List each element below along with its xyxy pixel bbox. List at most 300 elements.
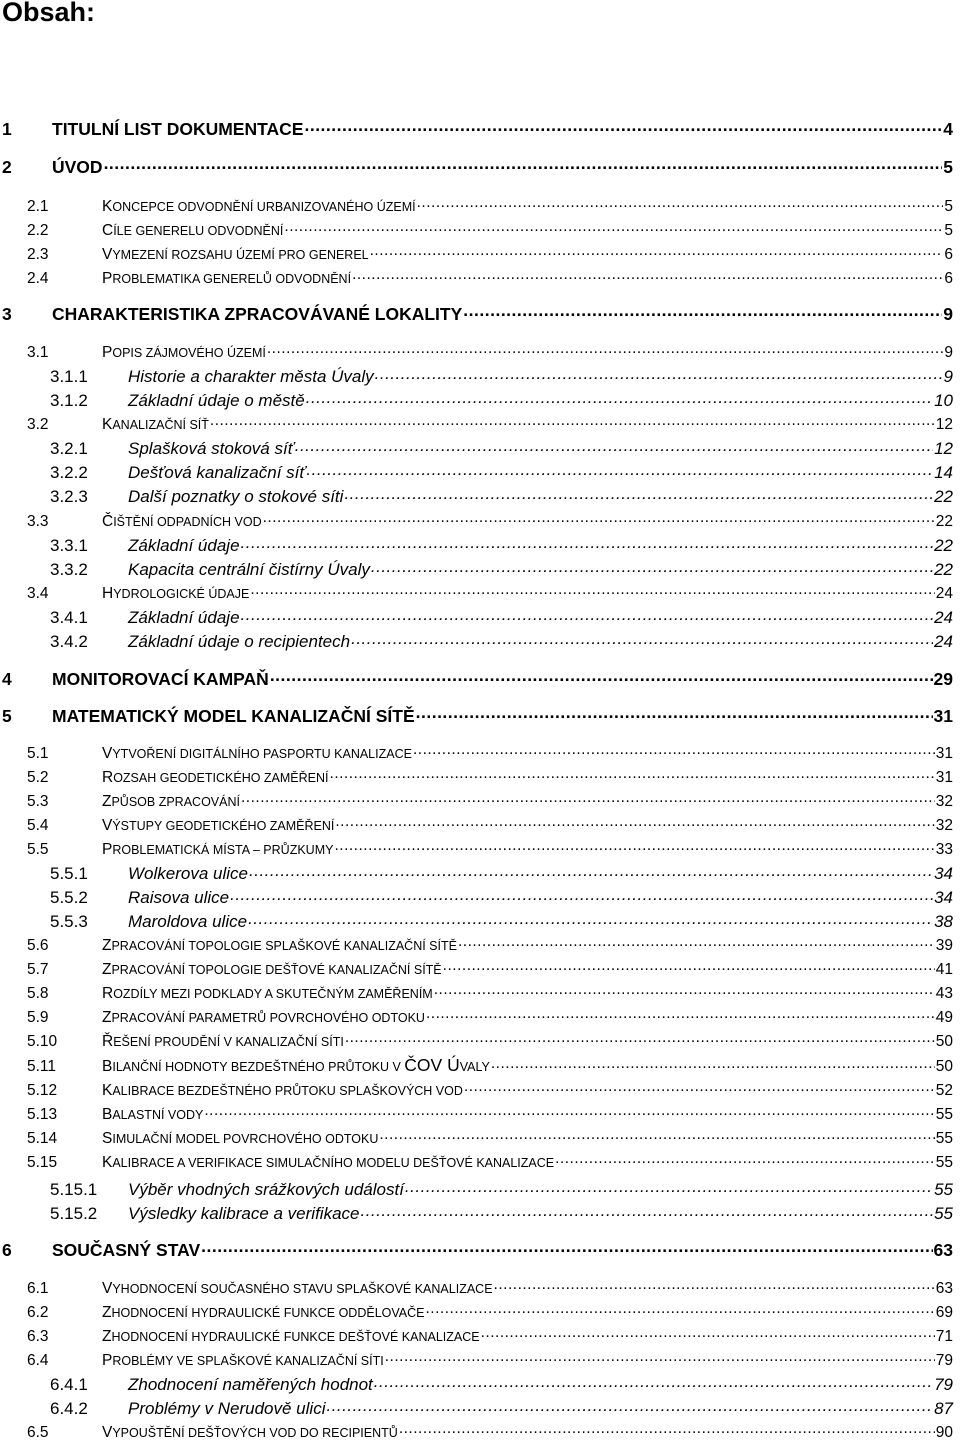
toc-entry-number: 5.2 bbox=[27, 768, 49, 786]
toc-entry-number: 5.5.2 bbox=[50, 888, 88, 908]
toc-entry-title bbox=[102, 818, 334, 834]
toc-entry[interactable] bbox=[27, 512, 953, 529]
toc-entry[interactable] bbox=[27, 269, 953, 286]
toc-entry-title bbox=[102, 794, 240, 810]
toc-entry-title bbox=[102, 962, 442, 978]
toc-entry-page-number: 34 bbox=[934, 888, 953, 908]
toc-entry-title-initial: Z bbox=[102, 1008, 112, 1026]
toc-dot-leader bbox=[270, 669, 933, 685]
toc-entry[interactable] bbox=[50, 864, 953, 882]
toc-entry-page-number: 6 bbox=[944, 269, 953, 287]
toc-entry-title bbox=[102, 1155, 554, 1171]
toc-entry-title: Základní údaje bbox=[128, 536, 240, 556]
toc-entry[interactable] bbox=[50, 1180, 953, 1198]
toc-entry-title-rest: YTVOŘENÍ DIGITÁLNÍHO PASPORTU KANALIZACE bbox=[112, 746, 412, 761]
toc-entry-title bbox=[102, 1057, 490, 1075]
toc-entry-number: 5.15 bbox=[27, 1153, 58, 1171]
toc-entry-title-initial: K bbox=[102, 197, 113, 215]
toc-entry-title-rest: HODNOCENÍ HYDRAULICKÉ FUNKCE ODDĚLOVAČE bbox=[111, 1305, 425, 1320]
toc-dot-leader bbox=[241, 792, 935, 806]
toc-entry-title-rest: ROBLÉMY VE SPLAŠKOVÉ KANALIZAČNÍ SÍTI bbox=[112, 1353, 384, 1368]
toc-entry-page-number: 71 bbox=[935, 1327, 953, 1345]
toc-entry[interactable] bbox=[27, 816, 953, 833]
toc-entry-title bbox=[102, 770, 329, 786]
toc-entry-title bbox=[102, 1281, 493, 1297]
toc-entry-title-initial: Z bbox=[102, 960, 112, 978]
toc-entry-number: 5.4 bbox=[27, 816, 49, 834]
toc-entry-title: Zhodnocení naměřených hodnot bbox=[128, 1375, 373, 1395]
toc-entry-title-rest: PRACOVÁNÍ PARAMETRŮ POVRCHOVÉHO ODTOKU bbox=[111, 1010, 425, 1025]
toc-dot-leader bbox=[370, 245, 944, 259]
toc-entry-title-rest: OZDÍLY MEZI PODKLADY A SKUTEČNÝM ZAMĚŘENÍM bbox=[113, 986, 433, 1001]
toc-entry-title bbox=[102, 1305, 424, 1321]
toc-entry-number: 6.3 bbox=[27, 1327, 49, 1345]
toc-entry-page-number: 12 bbox=[934, 439, 953, 459]
toc-entry-number: 3.2.2 bbox=[50, 463, 88, 483]
toc-entry[interactable] bbox=[50, 1204, 953, 1222]
toc-entry-title-initial: Ř bbox=[102, 1032, 114, 1050]
toc-entry-page-number: 50 bbox=[935, 1058, 953, 1075]
toc-entry-title-rest: ALASTNÍ VODY bbox=[112, 1107, 204, 1122]
toc-entry[interactable] bbox=[50, 367, 953, 385]
toc-entry-page-number: 55 bbox=[934, 1204, 953, 1224]
toc-dot-leader bbox=[335, 816, 934, 830]
toc-entry[interactable] bbox=[27, 1032, 953, 1049]
toc-dot-leader bbox=[248, 912, 933, 927]
toc-entry-title: Wolkerova ulice bbox=[128, 864, 248, 884]
toc-entry-title-initial: K bbox=[102, 1153, 113, 1171]
toc-entry-title bbox=[102, 938, 457, 954]
toc-entry-title bbox=[102, 746, 412, 762]
toc-entry[interactable] bbox=[27, 1279, 953, 1296]
toc-entry-number: 6.5 bbox=[27, 1423, 49, 1441]
toc-entry-number: 2 bbox=[2, 156, 12, 177]
toc-entry[interactable] bbox=[27, 221, 953, 238]
toc-entry-page-number: 22 bbox=[935, 512, 953, 530]
toc-entry-number: 3.3.1 bbox=[50, 536, 88, 556]
toc-entry-title bbox=[102, 1353, 384, 1369]
toc-entry-title-rest: ALIBRACE BEZDEŠTNÉHO PRŮTOKU SPLAŠKOVÝCH VOD bbox=[112, 1083, 463, 1098]
toc-entry-title bbox=[102, 514, 262, 530]
toc-entry[interactable] bbox=[50, 487, 953, 505]
toc-dot-leader bbox=[463, 304, 942, 320]
toc-entry-title-initial: R bbox=[102, 768, 114, 786]
toc-dot-leader bbox=[249, 864, 933, 879]
toc-entry-page-number: 55 bbox=[935, 1129, 953, 1147]
toc-entry-page-number: 32 bbox=[935, 816, 953, 834]
toc-entry-title-rest: OZSAH GEODETICKÉHO ZAMĚŘENÍ bbox=[113, 770, 329, 785]
toc-entry-page-number: 14 bbox=[934, 463, 953, 483]
toc-entry-number: 3.4.1 bbox=[50, 608, 88, 628]
toc-dot-leader bbox=[344, 487, 933, 502]
toc-entry[interactable] bbox=[50, 391, 953, 409]
toc-entry-number: 5.14 bbox=[27, 1129, 58, 1147]
toc-dot-leader bbox=[284, 221, 943, 235]
toc-dot-leader bbox=[443, 960, 935, 974]
toc-entry-title-initial: B bbox=[102, 1105, 113, 1123]
toc-entry-page-number: 10 bbox=[934, 391, 953, 411]
toc-entry-title-rest: YHODNOCENÍ SOUČASNÉHO STAVU SPLAŠKOVÉ KANALIZACE bbox=[112, 1281, 493, 1296]
toc-entry[interactable] bbox=[50, 632, 953, 650]
toc-entry-page-number: 9 bbox=[944, 343, 953, 361]
toc-entry-number: 3.1 bbox=[27, 343, 49, 361]
toc-entry-title bbox=[102, 247, 369, 263]
toc-entry-title-rest: ONCEPCE ODVODNĚNÍ URBANIZOVANÉHO ÚZEMÍ bbox=[112, 199, 416, 214]
toc-entry-number: 5.10 bbox=[27, 1032, 58, 1050]
toc-entry-page-number: 22 bbox=[934, 536, 953, 556]
toc-entry-page-number: 55 bbox=[935, 1153, 953, 1171]
toc-entry-number: 5.15.2 bbox=[50, 1204, 98, 1224]
toc-entry-title bbox=[102, 223, 283, 239]
toc-entry-title-rest: ILANČNÍ HODNOTY BEZDEŠTNÉHO PRŮTOKU V bbox=[112, 1060, 405, 1074]
toc-entry-page-number: 31 bbox=[935, 768, 953, 786]
toc-dot-leader bbox=[330, 768, 935, 782]
toc-entry-number: 2.4 bbox=[27, 269, 49, 287]
toc-entry-title-initial: Z bbox=[102, 1303, 112, 1321]
toc-entry-title: Maroldova ulice bbox=[128, 912, 248, 932]
toc-dot-leader bbox=[306, 391, 933, 406]
toc-entry[interactable] bbox=[2, 706, 953, 725]
toc-entry-title-initial: C bbox=[102, 221, 114, 239]
toc-entry-title-initial: Z bbox=[102, 1327, 112, 1345]
toc-entry-number: 6 bbox=[2, 1239, 12, 1260]
toc-entry[interactable] bbox=[50, 912, 953, 930]
toc-entry[interactable] bbox=[27, 1153, 953, 1170]
toc-entry[interactable] bbox=[2, 669, 953, 688]
toc-entry-title-initial: K bbox=[102, 415, 113, 433]
toc-entry-page-number: 9 bbox=[943, 303, 953, 324]
toc-entry-page-number: 5 bbox=[943, 156, 953, 177]
toc-entry-title: TITULNÍ LIST DOKUMENTACE bbox=[52, 118, 304, 139]
toc-entry[interactable] bbox=[27, 768, 953, 785]
toc-entry-number: 6.4.2 bbox=[50, 1399, 88, 1419]
toc-entry-page-number: 6 bbox=[944, 245, 953, 263]
toc-entry-title-initial: V bbox=[102, 1423, 113, 1441]
toc-dot-leader bbox=[375, 367, 943, 382]
toc-entry-page-number: 39 bbox=[935, 936, 953, 954]
toc-entry-page-number: 31 bbox=[935, 744, 953, 762]
toc-dot-leader bbox=[360, 1204, 933, 1219]
toc-entry-number: 2.3 bbox=[27, 245, 49, 263]
toc-dot-leader bbox=[494, 1279, 935, 1293]
toc-entry-number: 5.8 bbox=[27, 984, 49, 1002]
toc-entry-title-initial: V bbox=[102, 245, 113, 263]
toc-entry-number: 1 bbox=[2, 118, 12, 139]
toc-entry-title-rest: YDROLOGICKÉ ÚDAJE bbox=[113, 586, 250, 601]
toc-entry[interactable] bbox=[27, 984, 953, 1001]
toc-entry[interactable] bbox=[50, 1375, 953, 1393]
toc-entry[interactable] bbox=[2, 157, 953, 176]
toc-entry-title-rest: ROBLEMATIKA GENERELŮ ODVODNĚNÍ bbox=[112, 271, 352, 286]
toc-entry-title-initial: H bbox=[102, 584, 114, 602]
toc-entry-title bbox=[102, 199, 416, 215]
toc-dot-leader bbox=[326, 1399, 933, 1414]
toc-entry-page-number: 50 bbox=[935, 1032, 953, 1050]
toc-entry-title-rest: PRACOVÁNÍ TOPOLOGIE SPLAŠKOVÉ KANALIZAČNÍ SÍTĚ bbox=[111, 938, 457, 953]
toc-entry-page-number: 55 bbox=[934, 1180, 953, 1200]
toc-entry-title bbox=[102, 345, 266, 361]
toc-entry[interactable] bbox=[50, 1399, 953, 1417]
toc-entry-title-rest: ÍLE GENERELU ODVODNĚNÍ bbox=[113, 223, 284, 238]
toc-entry[interactable] bbox=[50, 439, 953, 457]
toc-dot-leader bbox=[417, 197, 944, 211]
toc-dot-leader bbox=[464, 1081, 935, 1095]
toc-dot-leader bbox=[405, 1180, 933, 1195]
toc-dot-leader bbox=[250, 584, 934, 598]
toc-entry-number: 3.3.2 bbox=[50, 560, 88, 580]
toc-entry-number: 5.1 bbox=[27, 744, 49, 762]
toc-entry[interactable] bbox=[27, 1008, 953, 1025]
toc-entry-title-initial: Z bbox=[102, 936, 112, 954]
toc-entry-page-number: 32 bbox=[935, 792, 953, 810]
toc-dot-leader bbox=[345, 1032, 935, 1046]
toc-entry-title: ÚVOD bbox=[52, 156, 103, 177]
toc-dot-leader bbox=[352, 269, 943, 283]
toc-entry-title-rest: ÝSTUPY GEODETICKÉHO ZAMĚŘENÍ bbox=[112, 818, 335, 833]
toc-entry-title-rest: ANALIZAČNÍ SÍŤ bbox=[112, 417, 209, 432]
toc-entry-title-initial: R bbox=[102, 984, 114, 1002]
toc-entry-title bbox=[102, 586, 249, 602]
toc-entry-number: 2.2 bbox=[27, 221, 49, 239]
toc-dot-leader bbox=[210, 415, 935, 429]
toc-entry-title bbox=[102, 417, 209, 433]
toc-entry[interactable] bbox=[27, 1081, 953, 1098]
toc-entry-title: Splašková stoková síť bbox=[128, 439, 294, 459]
toc-entry-title bbox=[102, 986, 433, 1002]
toc-entry-page-number: 41 bbox=[935, 960, 953, 978]
toc-entry[interactable] bbox=[27, 1105, 953, 1122]
toc-entry-number: 3.2.1 bbox=[50, 439, 88, 459]
toc-entry-page-number: 63 bbox=[933, 1239, 953, 1260]
toc-entry-title-rest: VALY bbox=[459, 1060, 490, 1074]
toc-dot-leader bbox=[425, 1303, 934, 1317]
toc-dot-leader bbox=[201, 1240, 932, 1256]
toc-dot-leader bbox=[267, 343, 944, 357]
toc-entry-page-number: 79 bbox=[934, 1375, 953, 1395]
toc-entry-page-number: 43 bbox=[935, 984, 953, 1002]
toc-entry-page-number: 31 bbox=[933, 705, 953, 726]
toc-entry-title-rest: HODNOCENÍ HYDRAULICKÉ FUNKCE DEŠŤOVÉ KANALIZACE bbox=[111, 1329, 480, 1344]
toc-entry-title: Základní údaje o městě bbox=[128, 391, 305, 411]
toc-entry[interactable] bbox=[2, 304, 953, 323]
toc-dot-leader bbox=[351, 632, 933, 647]
toc-entry-number: 5.7 bbox=[27, 960, 49, 978]
toc-entry-number: 5.12 bbox=[27, 1081, 58, 1099]
toc-entry-title bbox=[102, 842, 333, 858]
toc-entry-title: Výběr vhodných srážkových událostí bbox=[128, 1180, 404, 1200]
toc-entry-number: 3.1.2 bbox=[50, 391, 88, 411]
toc-entry-number: 5.5.3 bbox=[50, 912, 88, 932]
toc-entry[interactable] bbox=[27, 415, 953, 432]
toc-dot-leader bbox=[371, 560, 933, 575]
toc-entry-title-initial: Č bbox=[102, 512, 114, 530]
toc-entry[interactable] bbox=[50, 888, 953, 906]
toc-dot-leader bbox=[241, 536, 934, 551]
toc-entry-page-number: 4 bbox=[943, 118, 953, 139]
toc-entry-number: 3.3 bbox=[27, 512, 49, 530]
toc-entry-title-rest: YMEZENÍ ROZSAHU ÚZEMÍ PRO GENEREL bbox=[112, 247, 369, 262]
toc-entry-title bbox=[102, 1131, 378, 1147]
toc-entry-title bbox=[102, 1034, 344, 1050]
toc-dot-leader bbox=[385, 1351, 935, 1365]
toc-entry-title: MONITOROVACÍ KAMPAŇ bbox=[52, 668, 269, 689]
toc-entry[interactable] bbox=[2, 119, 953, 138]
toc-entry-number: 5 bbox=[2, 705, 12, 726]
toc-entry-title-initial: Z bbox=[102, 792, 112, 810]
toc-entry-title: Raisova ulice bbox=[128, 888, 230, 908]
toc-dot-leader bbox=[204, 1105, 934, 1119]
toc-entry-title-initial: K bbox=[102, 1081, 113, 1099]
toc-entry-page-number: 69 bbox=[935, 1303, 953, 1321]
toc-entry[interactable] bbox=[27, 197, 953, 214]
toc-entry-title-rest: EŠENÍ PROUDĚNÍ V KANALIZAČNÍ SÍTI bbox=[113, 1034, 344, 1049]
toc-entry[interactable] bbox=[27, 1057, 953, 1075]
toc-entry-title-initial: V bbox=[102, 1279, 113, 1297]
toc-entry-page-number: 29 bbox=[933, 668, 953, 689]
toc-entry[interactable] bbox=[27, 1351, 953, 1368]
toc-entry-page-number: 24 bbox=[935, 584, 953, 602]
toc-entry[interactable] bbox=[27, 960, 953, 977]
toc-entry-title: Historie a charakter města Úvaly bbox=[128, 367, 374, 387]
toc-dot-leader bbox=[426, 1008, 935, 1022]
toc-entry-title bbox=[102, 1010, 425, 1026]
toc-entry-title: Dešťová kanalizační síť bbox=[128, 463, 306, 483]
toc-entry-title: Výsledky kalibrace a verifikace bbox=[128, 1204, 360, 1224]
toc-entry-title-initial: P bbox=[102, 840, 113, 858]
toc-entry-title-rest: PŮSOB ZPRACOVÁNÍ bbox=[111, 794, 240, 809]
toc-entry-number: 4 bbox=[2, 668, 12, 689]
toc-entry[interactable] bbox=[2, 1240, 953, 1259]
toc-entry-title-initial: S bbox=[102, 1129, 113, 1147]
toc-entry[interactable] bbox=[50, 560, 953, 578]
toc-entry-number: 3.2.3 bbox=[50, 487, 88, 507]
toc-entry-title: MATEMATICKÝ MODEL KANALIZAČNÍ SÍTĚ bbox=[52, 705, 415, 726]
toc-entry-page-number: 90 bbox=[935, 1423, 953, 1441]
toc-entry-title-initial: V bbox=[102, 816, 113, 834]
toc-dot-leader bbox=[555, 1153, 935, 1167]
toc-entry-title-rest: IŠTĚNÍ ODPADNÍCH VOD bbox=[113, 514, 262, 529]
toc-entry-title: Základní údaje bbox=[128, 608, 240, 628]
toc-entry[interactable] bbox=[50, 536, 953, 554]
toc-entry-number: 2.1 bbox=[27, 197, 49, 215]
toc-dot-leader bbox=[481, 1327, 935, 1341]
toc-entry[interactable] bbox=[27, 792, 953, 809]
toc-entry-number: 3.2 bbox=[27, 415, 49, 433]
toc-entry-title-initial: P bbox=[102, 1351, 113, 1369]
toc-entry-title-rest: ROBLEMATICKÁ MÍSTA – PRŮZKUMY bbox=[112, 842, 334, 857]
toc-entry-page-number: 87 bbox=[934, 1399, 953, 1419]
toc-entry-number: 3 bbox=[2, 303, 12, 324]
toc-entry-number: 5.13 bbox=[27, 1105, 58, 1123]
toc-entry-title-emphasis: ČOV Ú bbox=[404, 1055, 460, 1075]
toc-dot-leader bbox=[491, 1057, 935, 1071]
toc-entry-title-rest: ALIBRACE A VERIFIKACE SIMULAČNÍHO MODELU DEŠŤOVÉ KANALIZACE bbox=[112, 1155, 555, 1170]
toc-entry-number: 3.4.2 bbox=[50, 632, 88, 652]
toc-entry-page-number: 49 bbox=[935, 1008, 953, 1026]
toc-entry-number: 5.5.1 bbox=[50, 864, 88, 884]
toc-entry-title bbox=[102, 1107, 203, 1123]
toc-entry-title bbox=[102, 1425, 398, 1441]
page-title: Obsah: bbox=[2, 0, 96, 27]
toc-entry-number: 5.6 bbox=[27, 936, 49, 954]
toc-entry-number: 5.15.1 bbox=[50, 1180, 98, 1200]
toc-dot-leader bbox=[458, 936, 935, 950]
toc-entry-page-number: 5 bbox=[944, 221, 953, 239]
toc-entry-page-number: 22 bbox=[934, 487, 953, 507]
toc-entry-title: Kapacita centrální čistírny Úvaly bbox=[128, 560, 370, 580]
toc-entry-number: 6.2 bbox=[27, 1303, 49, 1321]
toc-entry-page-number: 24 bbox=[934, 632, 953, 652]
toc-entry-title: Základní údaje o recipientech bbox=[128, 632, 351, 652]
toc-entry[interactable] bbox=[27, 245, 953, 262]
toc-dot-leader bbox=[230, 888, 933, 903]
toc-entry[interactable] bbox=[27, 343, 953, 360]
toc-entry[interactable] bbox=[27, 1303, 953, 1320]
toc-entry-title-initial: V bbox=[102, 744, 113, 762]
toc-entry-page-number: 52 bbox=[935, 1081, 953, 1099]
toc-dot-leader bbox=[379, 1129, 934, 1143]
toc-entry-title bbox=[102, 271, 351, 287]
toc-dot-leader bbox=[263, 512, 935, 526]
toc-entry-page-number: 33 bbox=[935, 840, 953, 858]
toc-entry-page-number: 79 bbox=[935, 1351, 953, 1369]
toc-entry-title-rest: OPIS ZÁJMOVÉHO ÚZEMÍ bbox=[112, 345, 266, 360]
toc-entry[interactable] bbox=[50, 608, 953, 626]
toc-entry[interactable] bbox=[27, 840, 953, 857]
toc-entry-title-initial: B bbox=[102, 1058, 113, 1075]
toc-dot-leader bbox=[104, 157, 943, 173]
toc-entry[interactable] bbox=[50, 463, 953, 481]
toc-dot-leader bbox=[241, 608, 934, 623]
toc-entry[interactable] bbox=[27, 936, 953, 953]
toc-entry-page-number: 38 bbox=[934, 912, 953, 932]
toc-dot-leader bbox=[304, 119, 942, 135]
toc-entry-number: 5.11 bbox=[27, 1058, 57, 1075]
toc-entry-page-number: 63 bbox=[935, 1279, 953, 1297]
toc-dot-leader bbox=[399, 1423, 935, 1437]
toc-entry-page-number: 22 bbox=[934, 560, 953, 580]
toc-dot-leader bbox=[334, 840, 934, 854]
toc-entry[interactable] bbox=[27, 744, 953, 761]
toc-entry-title: Další poznatky o stokové síti bbox=[128, 487, 344, 507]
toc-entry-title-rest: PRACOVÁNÍ TOPOLOGIE DEŠŤOVÉ KANALIZAČNÍ SÍTĚ bbox=[111, 962, 442, 977]
toc-entry-number: 6.1 bbox=[27, 1279, 49, 1297]
toc-entry-title: Problémy v Nerudově ulici bbox=[128, 1399, 326, 1419]
toc-entry-page-number: 9 bbox=[943, 367, 953, 387]
toc-entry-page-number: 5 bbox=[944, 197, 953, 215]
toc-entry-number: 3.1.1 bbox=[50, 367, 88, 387]
toc-entry[interactable] bbox=[27, 1327, 953, 1344]
toc-dot-leader bbox=[306, 463, 933, 478]
toc-entry[interactable] bbox=[27, 1129, 953, 1146]
toc-entry-title bbox=[102, 1329, 480, 1345]
toc-dot-leader bbox=[416, 706, 933, 722]
toc-entry-title-rest: YPOUŠTĚNÍ DEŠŤOVÝCH VOD DO RECIPIENTŮ bbox=[112, 1425, 398, 1440]
toc-entry-title-rest: IMULAČNÍ MODEL POVRCHOVÉHO ODTOKU bbox=[112, 1131, 379, 1146]
toc-entry-title bbox=[102, 1083, 463, 1099]
toc-entry-title-initial: P bbox=[102, 343, 113, 361]
toc-entry-number: 6.4 bbox=[27, 1351, 49, 1369]
toc-entry-number: 3.4 bbox=[27, 584, 49, 602]
toc-entry-number: 5.3 bbox=[27, 792, 49, 810]
toc-entry-number: 5.9 bbox=[27, 1008, 49, 1026]
toc-dot-leader bbox=[434, 984, 935, 998]
toc-entry[interactable] bbox=[27, 1423, 953, 1440]
toc-entry-page-number: 12 bbox=[935, 415, 953, 433]
toc-entry-page-number: 24 bbox=[934, 608, 953, 628]
toc-entry[interactable] bbox=[27, 584, 953, 601]
toc-dot-leader bbox=[374, 1375, 933, 1390]
